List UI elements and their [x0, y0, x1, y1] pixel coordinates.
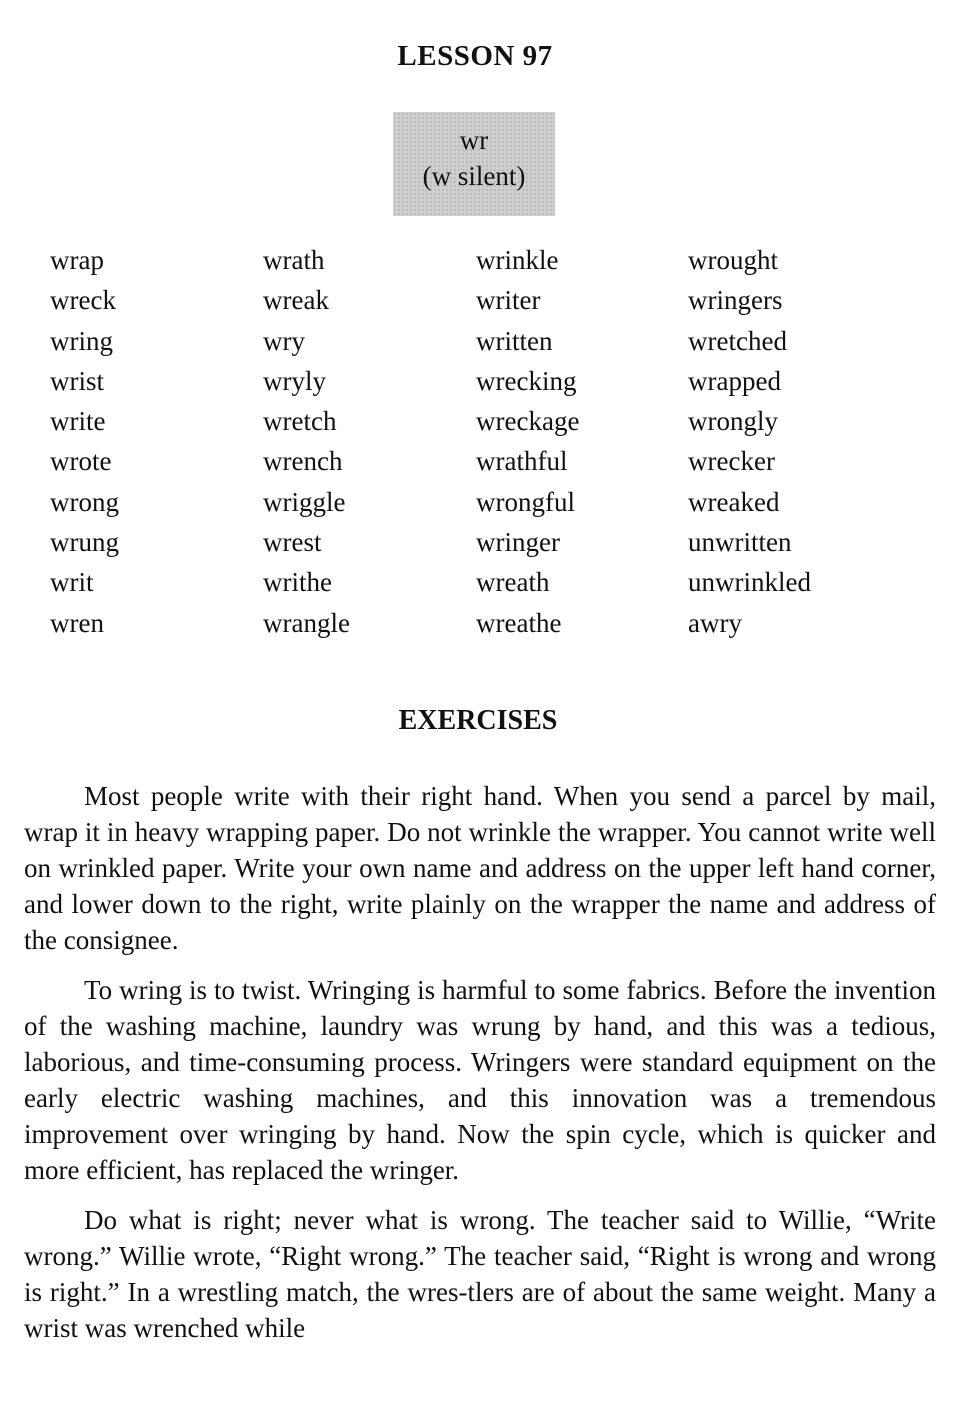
phonics-box: [393, 112, 555, 216]
exercise-paragraph-3: Do what is right; never what is wrong. The teacher said to Willie, “Write wrong.” Willie wrote, “Right wrong.” The teacher said, “Right is wrong and wrong is right.” In a wrestling match, the wres-tlers are of about the same weight. Many a wrist was wrenched while: [24, 1205, 936, 1343]
lesson-title: LESSON 97: [397, 40, 553, 72]
exercise-body: [24, 778, 936, 1360]
word: wrest: [263, 527, 322, 558]
word: wrongly: [688, 406, 778, 437]
word: wringer: [476, 527, 560, 558]
word: writ: [50, 567, 94, 598]
word: unwritten: [688, 527, 792, 558]
phonics-letters: wr: [459, 125, 489, 155]
word: wrathful: [476, 446, 568, 477]
word: wrecker: [688, 446, 775, 477]
word-column-4: [688, 240, 900, 643]
word: wreath: [476, 567, 550, 598]
word: wreck: [50, 285, 116, 316]
word: wreaked: [688, 486, 780, 517]
word: writer: [476, 285, 541, 316]
word: wry: [263, 325, 305, 356]
word-column-3: [476, 240, 688, 643]
word: wring: [50, 325, 113, 356]
word: wrung: [50, 527, 119, 558]
word: wretch: [263, 406, 337, 437]
word: wreak: [263, 285, 329, 316]
word: wrinkle: [476, 245, 559, 275]
word: wren: [50, 607, 104, 638]
word-column-1: [50, 240, 262, 643]
exercises-heading: EXERCISES: [398, 705, 558, 736]
word: wrist: [50, 365, 104, 396]
word: wrought: [688, 245, 778, 275]
word: written: [476, 325, 553, 356]
word: unwrinkled: [688, 567, 811, 598]
word: wrong: [50, 486, 119, 517]
word: awry: [688, 607, 742, 638]
word: writhe: [263, 567, 332, 598]
word: wrecking: [476, 365, 577, 396]
word: wretched: [688, 325, 787, 356]
exercise-paragraph-2: To wring is to twist. Wringing is harmful to some fabrics. Before the invention of the washing machine, laundry was wrung by hand, and this was a tedious, laborious, and time-consuming process. Wringers were standard equipment on the early electric washing machines, and this innovation was a tremendous improvement over wringing by hand. Now the spin cycle, which is quicker and more efficient, has replaced the wringer.: [24, 975, 936, 1185]
word: wreckage: [476, 406, 580, 437]
word: wrap: [50, 245, 104, 275]
word: wringers: [688, 285, 783, 316]
word: wrench: [263, 446, 343, 477]
exercise-paragraph-1: Most people write with their right hand. When you send a parcel by mail, wrap it in heavy wrapping paper. Do not wrinkle the wrapper. You cannot write well on wrinkled paper. Write your own name and address on the upper left hand corner, and lower down to the right, write plainly on the wrapper the name and address of the consignee.: [24, 781, 936, 955]
phonics-note: (w silent): [422, 161, 526, 191]
word: write: [50, 406, 106, 437]
word: wrote: [50, 446, 112, 477]
word: wryly: [263, 365, 326, 396]
word-column-2: [263, 240, 475, 643]
word: wrangle: [263, 607, 350, 638]
word: wrapped: [688, 365, 781, 396]
word: wrath: [263, 245, 325, 275]
word: wrongful: [476, 486, 575, 517]
word: wriggle: [263, 486, 346, 517]
word: wreathe: [476, 607, 562, 638]
